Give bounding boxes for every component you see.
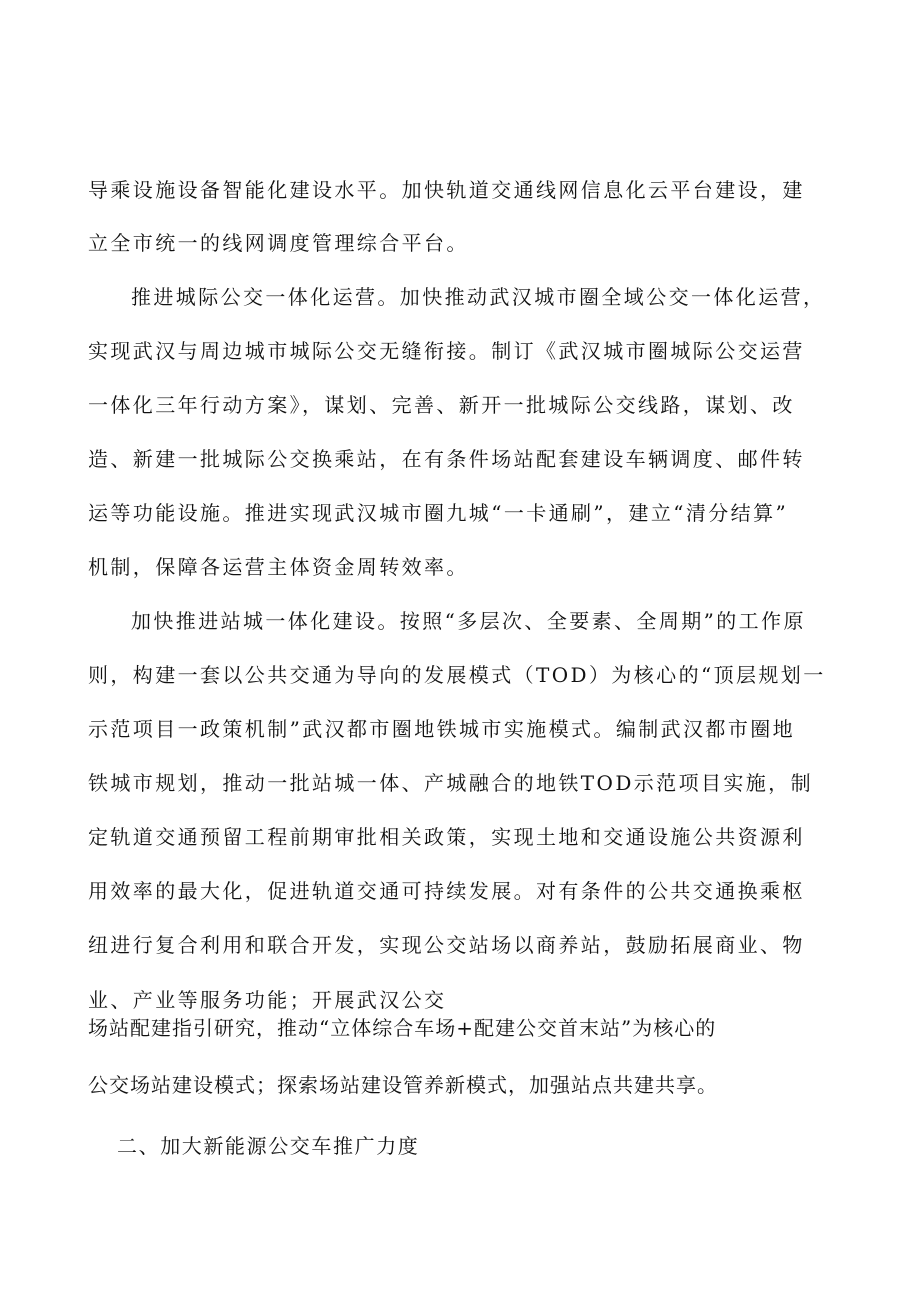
section-heading: 二、加大新能源公交车推广力度 <box>117 1134 420 1158</box>
paragraph-line: 定轨道交通预留工程前期审批相关政策，实现土地和交通设施公共资源利 <box>88 825 805 849</box>
paragraph-line: 机制，保障各运营主体资金周转效率。 <box>88 555 469 579</box>
paragraph-line: 一体化三年行动方案》，谋划、完善、新开一批城际公交线路，谋划、改 <box>88 393 795 417</box>
paragraph-line: 实现武汉与周边城市城际公交无缝衔接。制订《武汉城市圈城际公交运营 <box>88 339 805 363</box>
paragraph-line: 铁城市规划，推动一批站城一体、产城融合的地铁TOD示范项目实施，制 <box>88 771 813 795</box>
paragraph-line: 用效率的最大化，促进轨道交通可持续发展。对有条件的公共交通换乘枢 <box>88 879 805 903</box>
paragraph-line: 加快推进站城一体化建设。按照“多层次、全要素、全周期”的工作原 <box>131 609 806 633</box>
paragraph-line: 场站配建指引研究，推动“立体综合车场+配建公交首末站”为核心的 <box>88 1016 717 1040</box>
paragraph-line: 业、产业等服务功能；开展武汉公交 <box>88 988 447 1012</box>
paragraph-line: 则，构建一套以公共交通为导向的发展模式（TOD）为核心的“顶层规划一 <box>88 663 826 687</box>
paragraph-line: 运等功能设施。推进实现武汉城市圈九城“一卡通刷”，建立“清分结算” <box>88 501 789 525</box>
paragraph-line: 导乘设施设备智能化建设水平。加快轨道交通线网信息化云平台建设，建 <box>88 178 805 202</box>
paragraph-line: 造、新建一批城际公交换乘站，在有条件场站配套建设车辆调度、邮件转 <box>88 447 805 471</box>
paragraph-line: 示范项目一政策机制”武汉都市圈地铁城市实施模式。编制武汉都市圈地 <box>88 717 796 741</box>
paragraph-line: 立全市统一的线网调度管理综合平台。 <box>88 231 469 255</box>
paragraph-line: 推进城际公交一体化运营。加快推动武汉城市圈全域公交一体化运营， <box>131 285 826 309</box>
paragraph-line: 公交场站建设模式；探索场站建设管养新模式，加强站点共建共享。 <box>88 1073 718 1097</box>
paragraph-line: 纽进行复合利用和联合开发，实现公交站场以商养站，鼓励拓展商业、物 <box>88 933 805 957</box>
